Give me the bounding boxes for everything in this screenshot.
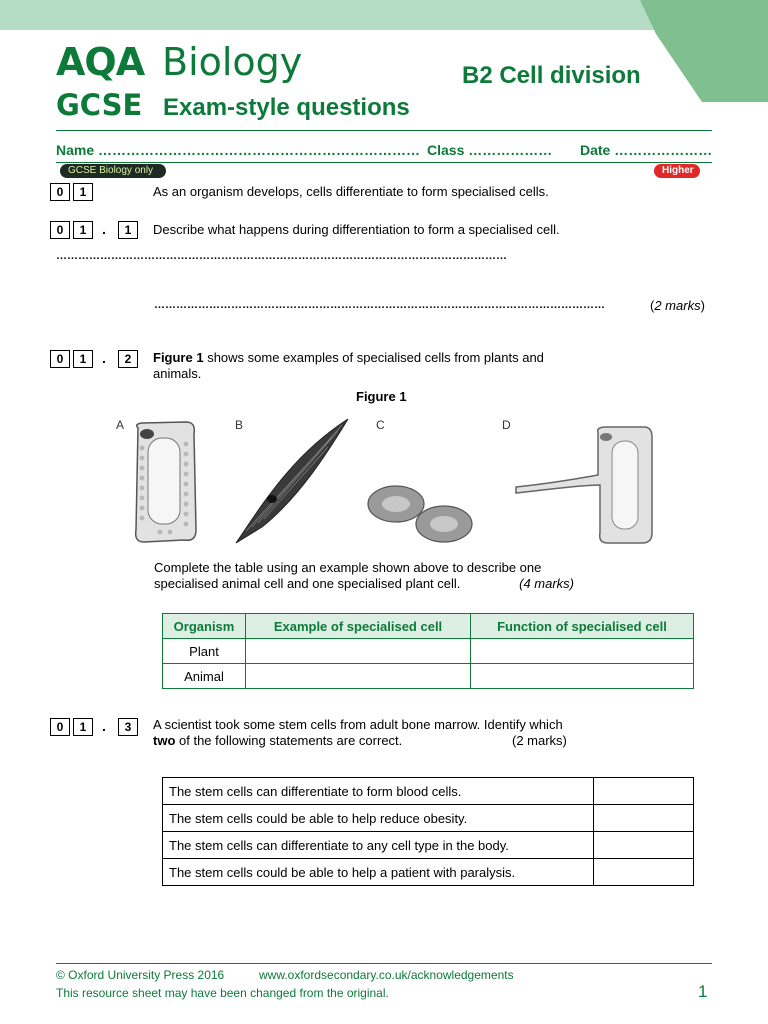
- marks-paren: ): [700, 298, 705, 313]
- cell-b-illustration: [232, 415, 352, 547]
- table-header-row: [163, 614, 694, 639]
- brand-aqa: AQA: [56, 40, 145, 84]
- table-header-cell: Function of specialised cell: [471, 614, 694, 639]
- figure-label-d: D: [502, 418, 511, 432]
- table-answer-cell[interactable]: [246, 664, 471, 689]
- q-number-box: 1: [73, 221, 93, 239]
- marks-text: (4 marks): [519, 576, 574, 591]
- class-field[interactable]: Class ………………: [427, 142, 553, 158]
- footer-note: This resource sheet may have been changed from the original.: [56, 986, 389, 1000]
- q-number-box: 1: [73, 183, 93, 201]
- figure-reference: Figure 1: [153, 350, 204, 365]
- figure-label-c: C: [376, 418, 385, 432]
- q-number-box: 0: [50, 718, 70, 736]
- statement-tick-cell[interactable]: [594, 832, 694, 859]
- q-number-box: 0: [50, 221, 70, 239]
- q1-text: As an organism develops, cells differentiate to form specialised cells.: [153, 184, 549, 199]
- table-answer-cell[interactable]: [471, 639, 694, 664]
- q-number-box: 1: [73, 718, 93, 736]
- q13-text: [153, 717, 565, 749]
- statement-tick-cell[interactable]: [594, 805, 694, 832]
- answer-line[interactable]: ……………………………………………………………………………………………………………: [154, 299, 605, 311]
- specialised-cells-table: [162, 613, 694, 689]
- q11-text: Describe what happens during differentiation to form a specialised cell.: [153, 222, 560, 237]
- cell-c-illustration: [364, 478, 476, 548]
- footer-copyright: © Oxford University Press 2016: [56, 968, 225, 982]
- table-cell-organism: Animal: [163, 664, 246, 689]
- statement-tick-cell[interactable]: [594, 859, 694, 886]
- statement-row: [163, 778, 694, 805]
- cell-a-illustration: [130, 420, 200, 546]
- stem-cell-statements-table: [162, 777, 694, 886]
- brand-subject: Biology: [162, 40, 303, 84]
- table-cell-organism: Plant: [163, 639, 246, 664]
- figure-title: Figure 1: [356, 389, 407, 404]
- corner-decoration: [640, 0, 768, 102]
- tag-gcse-only: GCSE Biology only: [60, 164, 166, 178]
- date-field[interactable]: Date …………………: [580, 142, 713, 158]
- statement-row: [163, 859, 694, 886]
- statement-text: The stem cells can differentiate to any cell type in the body.: [163, 832, 594, 859]
- cell-d-illustration: [514, 425, 656, 545]
- statement-row: [163, 805, 694, 832]
- table-row: [163, 639, 694, 664]
- table-row: [163, 664, 694, 689]
- footer-rule: [56, 963, 712, 964]
- statement-row: [163, 832, 694, 859]
- q-separator: .: [102, 221, 106, 237]
- q11-marks: [650, 298, 705, 313]
- table-instructions: Complete the table using an example shown above to describe one specialised animal cell and one specialised plant cell.: [154, 560, 542, 591]
- header-rule: [56, 130, 712, 131]
- name-rule: [56, 162, 712, 163]
- q-number-box: 2: [118, 350, 138, 368]
- q-number-box: 3: [118, 718, 138, 736]
- q-number-box: 0: [50, 183, 70, 201]
- q13-text-b: of the following statements are correct.: [175, 733, 403, 748]
- footer-url[interactable]: www.oxfordsecondary.co.uk/acknowledgements: [259, 968, 514, 982]
- figure-label-a: A: [116, 418, 125, 432]
- table-answer-cell[interactable]: [471, 664, 694, 689]
- table-answer-cell[interactable]: [246, 639, 471, 664]
- brand-gcse: GCSE: [56, 88, 143, 122]
- table-header-cell: Organism: [163, 614, 246, 639]
- q-separator: .: [102, 350, 106, 366]
- q13-marks: (2 marks): [512, 733, 567, 748]
- answer-line[interactable]: ……………………………………………………………………………………………………………: [56, 250, 507, 262]
- statement-text: The stem cells could be able to help a patient with paralysis.: [163, 859, 594, 886]
- table-header-cell: Example of specialised cell: [246, 614, 471, 639]
- statement-text: The stem cells can differentiate to form blood cells.: [163, 778, 594, 805]
- q-number-box: 1: [118, 221, 138, 239]
- q13-text-bold: two: [153, 733, 176, 748]
- q-separator: .: [102, 718, 106, 734]
- name-field[interactable]: Name ……………………………………………………………: [56, 142, 421, 158]
- q13-text-a: A scientist took some stem cells from adult bone marrow. Identify which: [153, 717, 563, 732]
- table-instructions-marks: [154, 576, 574, 592]
- page-subtitle: Exam-style questions: [163, 94, 410, 121]
- marks-text: 2 marks: [654, 298, 701, 313]
- q12-text: [153, 350, 563, 382]
- tag-higher: Higher: [654, 164, 700, 178]
- q-number-box: 0: [50, 350, 70, 368]
- marks-paren: (: [650, 298, 655, 313]
- page-number: 1: [698, 982, 708, 1001]
- q-number-box: 1: [73, 350, 93, 368]
- q12-text-body: shows some examples of specialised cells from plants and animals.: [153, 350, 544, 381]
- figure-label-b: B: [235, 418, 244, 432]
- topic-title: B2 Cell division: [462, 62, 641, 89]
- statement-tick-cell[interactable]: [594, 778, 694, 805]
- statement-text: The stem cells could be able to help reduce obesity.: [163, 805, 594, 832]
